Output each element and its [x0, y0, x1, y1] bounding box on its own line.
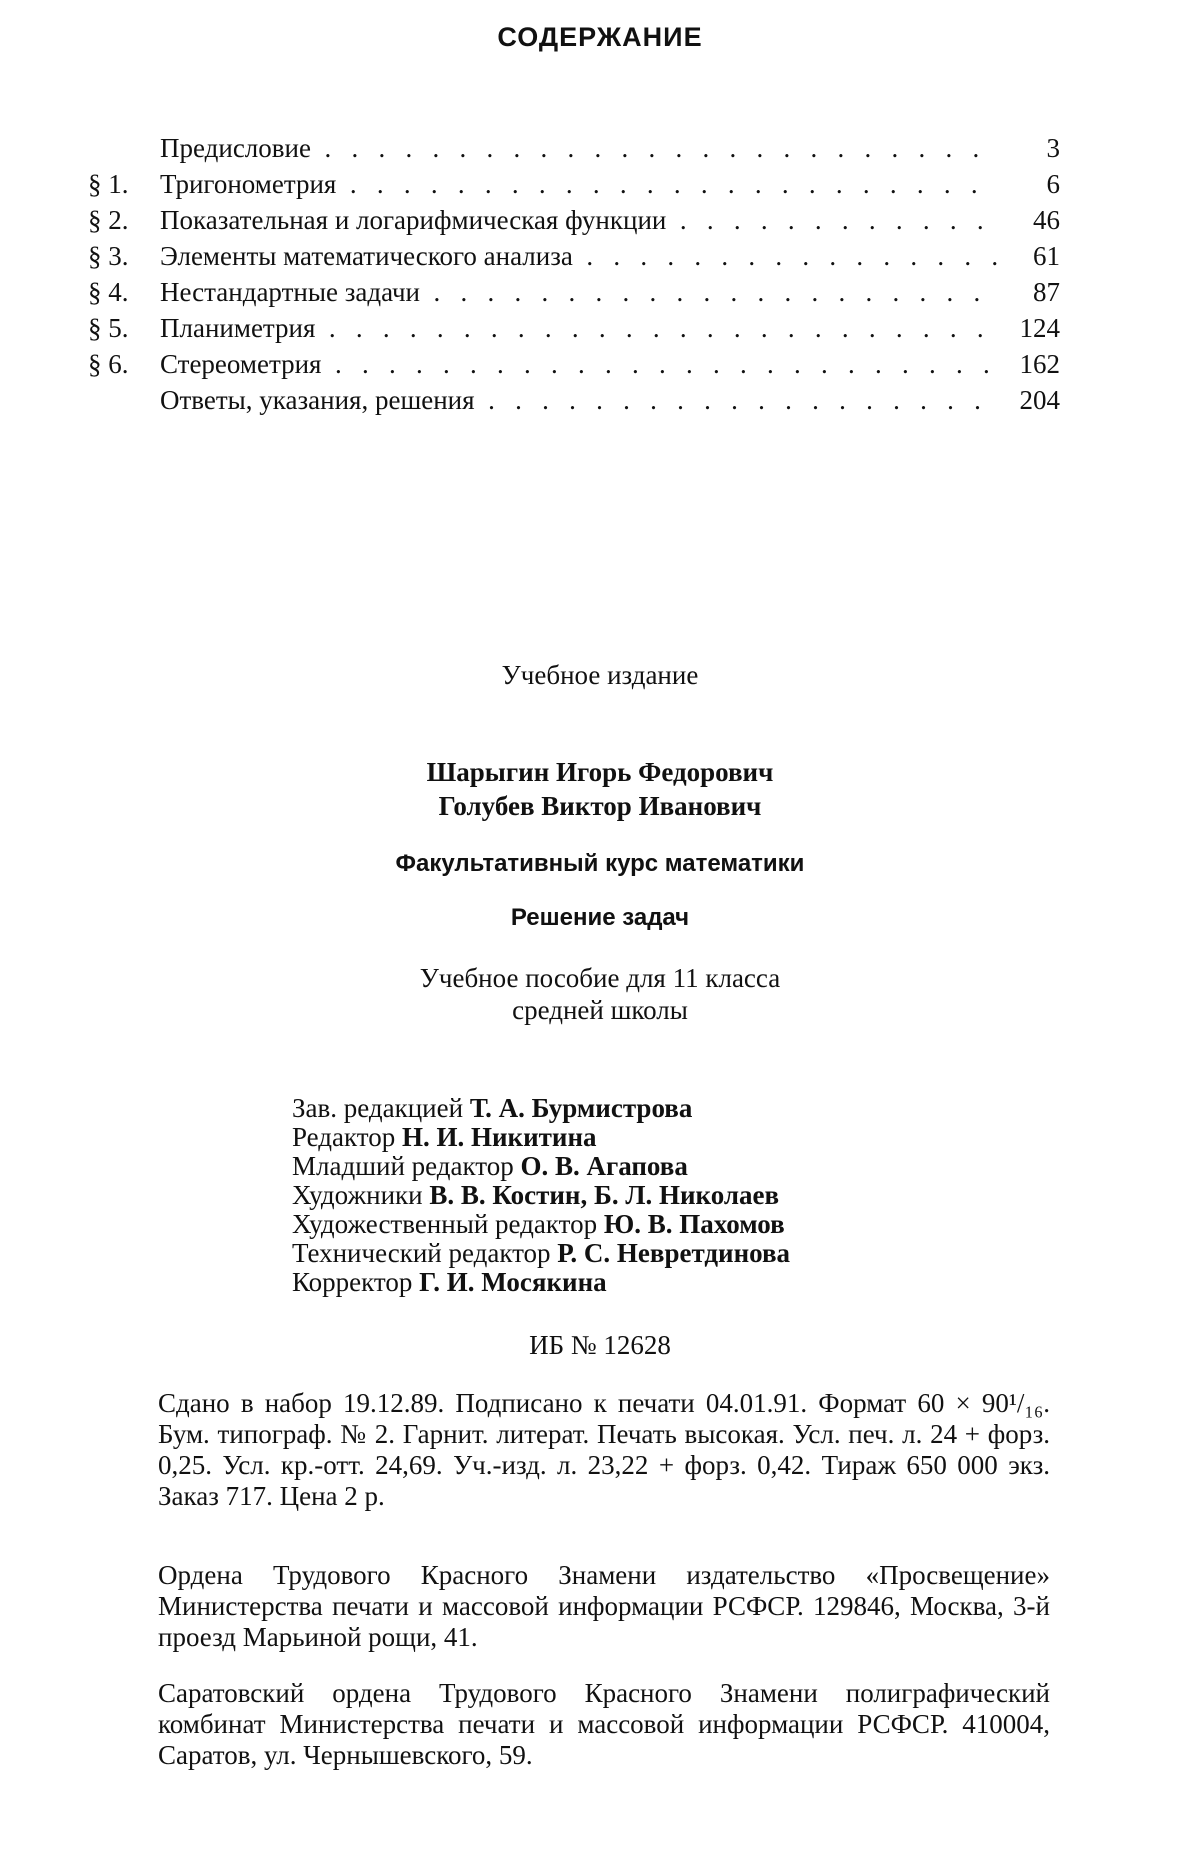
- publisher-info: Ордена Трудового Красного Знамени издательство «Просвещение» Министерства печати и массовой информации РСФСР. 129846, Москва, 3-й проезд Марьиной рощи, 41.: [158, 1560, 1050, 1653]
- toc-section-number: § 6.: [88, 346, 158, 382]
- credit-name: Р. С. Невретдинова: [557, 1238, 790, 1268]
- toc-leader-dots: . . . . . . . . . . . .: [666, 205, 998, 235]
- toc-page-number: 124: [998, 310, 1060, 346]
- credits-list: [292, 1094, 790, 1297]
- credit-role: Художественный редактор: [292, 1209, 597, 1239]
- credit-row: [292, 1152, 790, 1181]
- credit-role: Зав. редакцией: [292, 1093, 463, 1123]
- credit-role: Младший редактор: [292, 1151, 514, 1181]
- authors-block: [0, 755, 1200, 823]
- toc-entry-title: Показательная и логарифмическая функции: [160, 205, 666, 235]
- credit-name: Г. И. Мосякина: [419, 1267, 607, 1297]
- credit-role: Корректор: [292, 1267, 412, 1297]
- credit-row: [292, 1094, 790, 1123]
- toc-page-number: 162: [998, 346, 1060, 382]
- credit-row: [292, 1181, 790, 1210]
- toc-page-number: 204: [998, 382, 1060, 418]
- purpose-line: Учебное пособие для 11 класса: [0, 962, 1200, 994]
- toc-page-number: 6: [998, 166, 1060, 202]
- book-subtitle: Решение задач: [0, 904, 1200, 932]
- toc-entry-title: Нестандартные задачи: [160, 277, 420, 307]
- toc-entry-title: Планиметрия: [160, 313, 315, 343]
- toc-entry-preface[interactable]: [88, 130, 1060, 166]
- purpose-line: средней школы: [0, 994, 1200, 1026]
- credit-name: Н. И. Никитина: [402, 1122, 597, 1152]
- credit-role: Художники: [292, 1180, 423, 1210]
- credit-name: О. В. Агапова: [520, 1151, 687, 1181]
- toc-page-number: 3: [998, 130, 1060, 166]
- toc-title: СОДЕРЖАНИЕ: [0, 22, 1200, 53]
- toc-leader-dots: . . . . . . . . . . . . . . . . . . . . . . . . .: [315, 313, 998, 343]
- author-name: Шарыгин Игорь Федорович: [0, 755, 1200, 789]
- author-name: Голубев Виктор Иванович: [0, 789, 1200, 823]
- toc-page-number: 61: [998, 238, 1060, 274]
- toc-leader-dots: . . . . . . . . . . . . . . . . . . . . . . . . .: [311, 133, 998, 163]
- toc-entry-section-2[interactable]: [88, 202, 1060, 238]
- print-details: Сдано в набор 19.12.89. Подписано к печати 04.01.91. Формат 60 × 90¹/₁₆. Бум. типограф. № 2. Гарнит. литерат. Печать высокая. Усл. печ. л. 24 + форз. 0,25. Усл. кр.-отт. 24,69. Уч.-изд. л. 23,22 + форз. 0,42. Тираж 650 000 экз. Заказ 717. Цена 2 р.: [158, 1388, 1050, 1512]
- toc-section-number: § 2.: [88, 202, 158, 238]
- toc-page-number: 46: [998, 202, 1060, 238]
- credit-row: [292, 1268, 790, 1297]
- printer-info: Саратовский ордена Трудового Красного Знамени полиграфический комбинат Министерства печати и массовой информации РСФСР. 410004, Саратов, ул. Чернышевского, 59.: [158, 1678, 1050, 1771]
- credit-name: Т. А. Бурмистрова: [470, 1093, 693, 1123]
- credit-row: [292, 1123, 790, 1152]
- toc-leader-dots: . . . . . . . . . . . . . . .: [573, 241, 998, 271]
- toc-entry-title: Предисловие: [160, 133, 311, 163]
- toc-entry-title: Элементы математического анализа: [160, 241, 573, 271]
- ib-number: ИБ № 12628: [0, 1330, 1200, 1361]
- toc-entry-title: Ответы, указания, решения: [160, 385, 475, 415]
- toc-entry-section-1[interactable]: [88, 166, 1060, 202]
- toc-leader-dots: . . . . . . . . . . . . . . . . . . . . . . . .: [336, 169, 998, 199]
- toc-entry-title: Тригонометрия: [160, 169, 336, 199]
- toc-entry-answers[interactable]: [88, 382, 1060, 418]
- toc-section-number: § 3.: [88, 238, 158, 274]
- credit-row: [292, 1210, 790, 1239]
- toc-leader-dots: . . . . . . . . . . . . . . . . . . . . .: [420, 277, 998, 307]
- toc-section-number: § 4.: [88, 274, 158, 310]
- edition-type: Учебное издание: [0, 660, 1200, 691]
- credit-row: [292, 1239, 790, 1268]
- toc-entry-section-5[interactable]: [88, 310, 1060, 346]
- toc-page-number: 87: [998, 274, 1060, 310]
- book-page: [0, 0, 1200, 1850]
- toc-entry-section-6[interactable]: [88, 346, 1060, 382]
- book-purpose: [0, 962, 1200, 1026]
- toc-entry-title: Стереометрия: [160, 349, 321, 379]
- table-of-contents: [88, 130, 1060, 418]
- book-title: Факультативный курс математики: [0, 850, 1200, 878]
- credit-role: Редактор: [292, 1122, 395, 1152]
- credit-name: В. В. Костин, Б. Л. Николаев: [429, 1180, 779, 1210]
- toc-section-number: § 1.: [88, 166, 158, 202]
- toc-leader-dots: . . . . . . . . . . . . . . . . . . .: [475, 385, 998, 415]
- credit-role: Технический редактор: [292, 1238, 551, 1268]
- credit-name: Ю. В. Пахомов: [604, 1209, 785, 1239]
- toc-entry-section-3[interactable]: [88, 238, 1060, 274]
- toc-section-number: § 5.: [88, 310, 158, 346]
- toc-leader-dots: . . . . . . . . . . . . . . . . . . . . . . . . .: [321, 349, 998, 379]
- toc-entry-section-4[interactable]: [88, 274, 1060, 310]
